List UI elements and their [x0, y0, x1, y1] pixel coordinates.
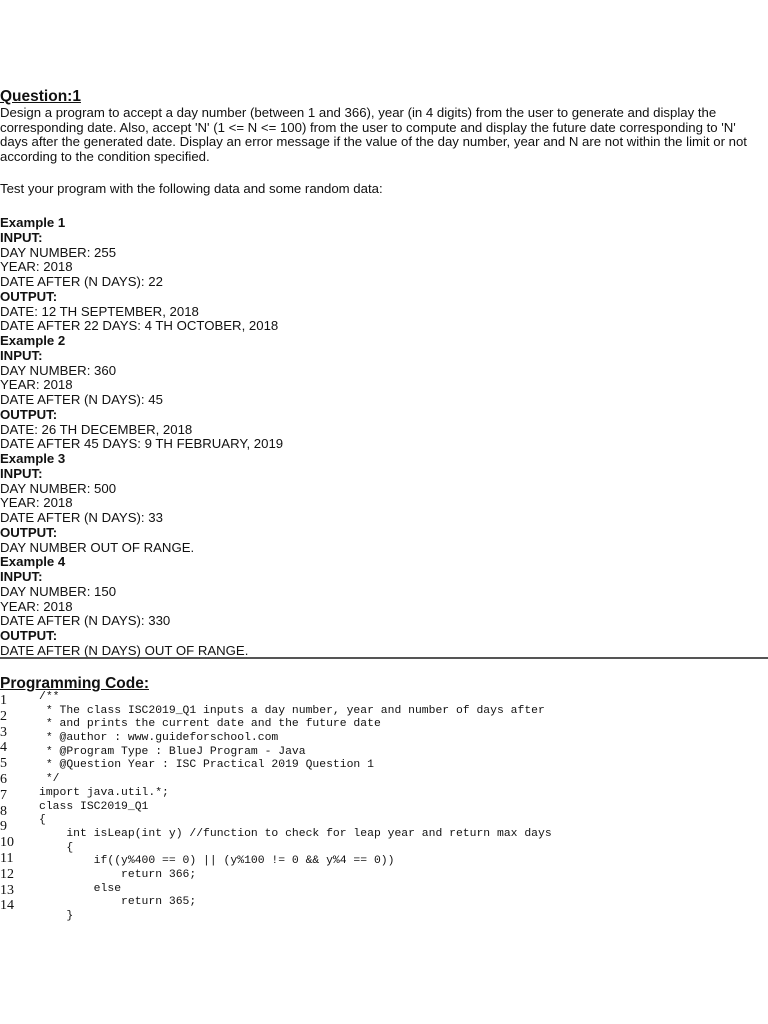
line-number: 8 — [0, 803, 7, 819]
code-line: } — [39, 910, 74, 922]
input-line: DAY NUMBER: 255 — [0, 244, 117, 260]
input-line: DAY NUMBER: 500 — [0, 480, 117, 496]
line-number: 4 — [0, 740, 7, 756]
output-line: DAY NUMBER OUT OF RANGE. — [0, 539, 195, 555]
line-number: 13 — [0, 882, 14, 898]
code-line: /** — [39, 691, 60, 703]
code-line: return 366; — [39, 868, 197, 881]
line-number: 9 — [0, 819, 7, 835]
code-line: * @Program Type : BlueJ Program - Java — [39, 745, 306, 758]
output-label: OUTPUT: — [0, 628, 58, 643]
line-number: 14 — [0, 898, 14, 914]
input-line: DAY NUMBER: 360 — [0, 362, 117, 378]
code-line: { — [39, 841, 74, 854]
code-line: if((y%400 == 0) || (y%100 != 0 && y%4 == 0)) — [39, 855, 395, 868]
input-line: YEAR: 2018 — [0, 259, 73, 275]
input-line: DATE AFTER (N DAYS): 22 — [0, 274, 163, 289]
code-line: * @Question Year : ISC Practical 2019 Question 1 — [39, 759, 374, 772]
line-number: 3 — [0, 724, 7, 740]
input-label: INPUT: — [0, 465, 43, 481]
code-line: * The class ISC2019_Q1 inputs a day number, year and number of days after — [39, 704, 545, 717]
example-heading: Example 2 — [0, 333, 66, 348]
code-line: { — [39, 814, 46, 827]
code-line: else — [39, 882, 122, 895]
output-label: OUTPUT: — [0, 406, 58, 422]
line-number: 12 — [0, 866, 14, 882]
line-number: 11 — [0, 850, 14, 866]
output-label: OUTPUT: — [0, 288, 58, 304]
input-line: DAY NUMBER: 150 — [0, 583, 117, 599]
code-line: * and prints the current date and the future date — [39, 718, 381, 731]
section-divider — [0, 657, 768, 659]
code-line: * @author : www.guideforschool.com — [39, 732, 279, 745]
input-line: YEAR: 2018 — [0, 598, 73, 614]
example-heading: Example 3 — [0, 451, 66, 466]
example-heading: Example 1 — [0, 215, 66, 230]
line-number: 10 — [0, 835, 14, 851]
examples-list — [0, 216, 768, 659]
output-line: DATE AFTER 22 DAYS: 4 TH OCTOBER, 2018 — [0, 318, 279, 334]
code-text-column — [39, 691, 552, 924]
input-label: INPUT: — [0, 347, 43, 363]
line-number-column — [0, 693, 14, 914]
input-line: DATE AFTER (N DAYS): 33 — [0, 510, 163, 525]
line-number: 2 — [0, 708, 7, 724]
question-title: Question:1 — [0, 88, 81, 105]
code-line: */ — [39, 773, 60, 786]
test-instruction: Test your program with the following data and some random data: — [0, 181, 383, 196]
output-line: DATE AFTER (N DAYS) OUT OF RANGE. — [0, 642, 249, 658]
output-line: DATE AFTER 45 DAYS: 9 TH FEBRUARY, 2019 — [0, 436, 284, 452]
input-label: INPUT: — [0, 229, 43, 245]
input-label: INPUT: — [0, 569, 43, 584]
output-line: DATE: 12 TH SEPTEMBER, 2018 — [0, 303, 199, 319]
input-line: DATE AFTER (N DAYS): 330 — [0, 613, 171, 629]
output-label: OUTPUT: — [0, 524, 58, 540]
input-line: YEAR: 2018 — [0, 377, 73, 393]
line-number: 5 — [0, 756, 7, 772]
output-line: DATE: 26 TH DECEMBER, 2018 — [0, 421, 193, 437]
line-number: 1 — [0, 693, 7, 708]
question-paragraph: Design a program to accept a day number (between 1 and 366), year (in 4 digits) from the user to generate and display the corresponding date. Also, accept 'N' (1 <= N <= 100) from the user to compute and display the future date corresponding to 'N' days after the generated date. Display an error message if the value of the day number, year and N are not within the limit or not according to the condition specified. — [0, 105, 747, 165]
code-line: int isLeap(int y) //function to check for leap year and return max days — [39, 827, 552, 840]
input-line: YEAR: 2018 — [0, 495, 73, 511]
input-line: DATE AFTER (N DAYS): 45 — [0, 392, 163, 407]
example-heading: Example 4 — [0, 554, 66, 570]
line-number: 7 — [0, 787, 7, 803]
code-line: import java.util.*; — [39, 786, 169, 799]
code-section-title: Programming Code: — [0, 675, 149, 692]
code-line: class ISC2019_Q1 — [39, 800, 149, 813]
code-line: return 365; — [39, 896, 197, 909]
line-number: 6 — [0, 771, 7, 787]
